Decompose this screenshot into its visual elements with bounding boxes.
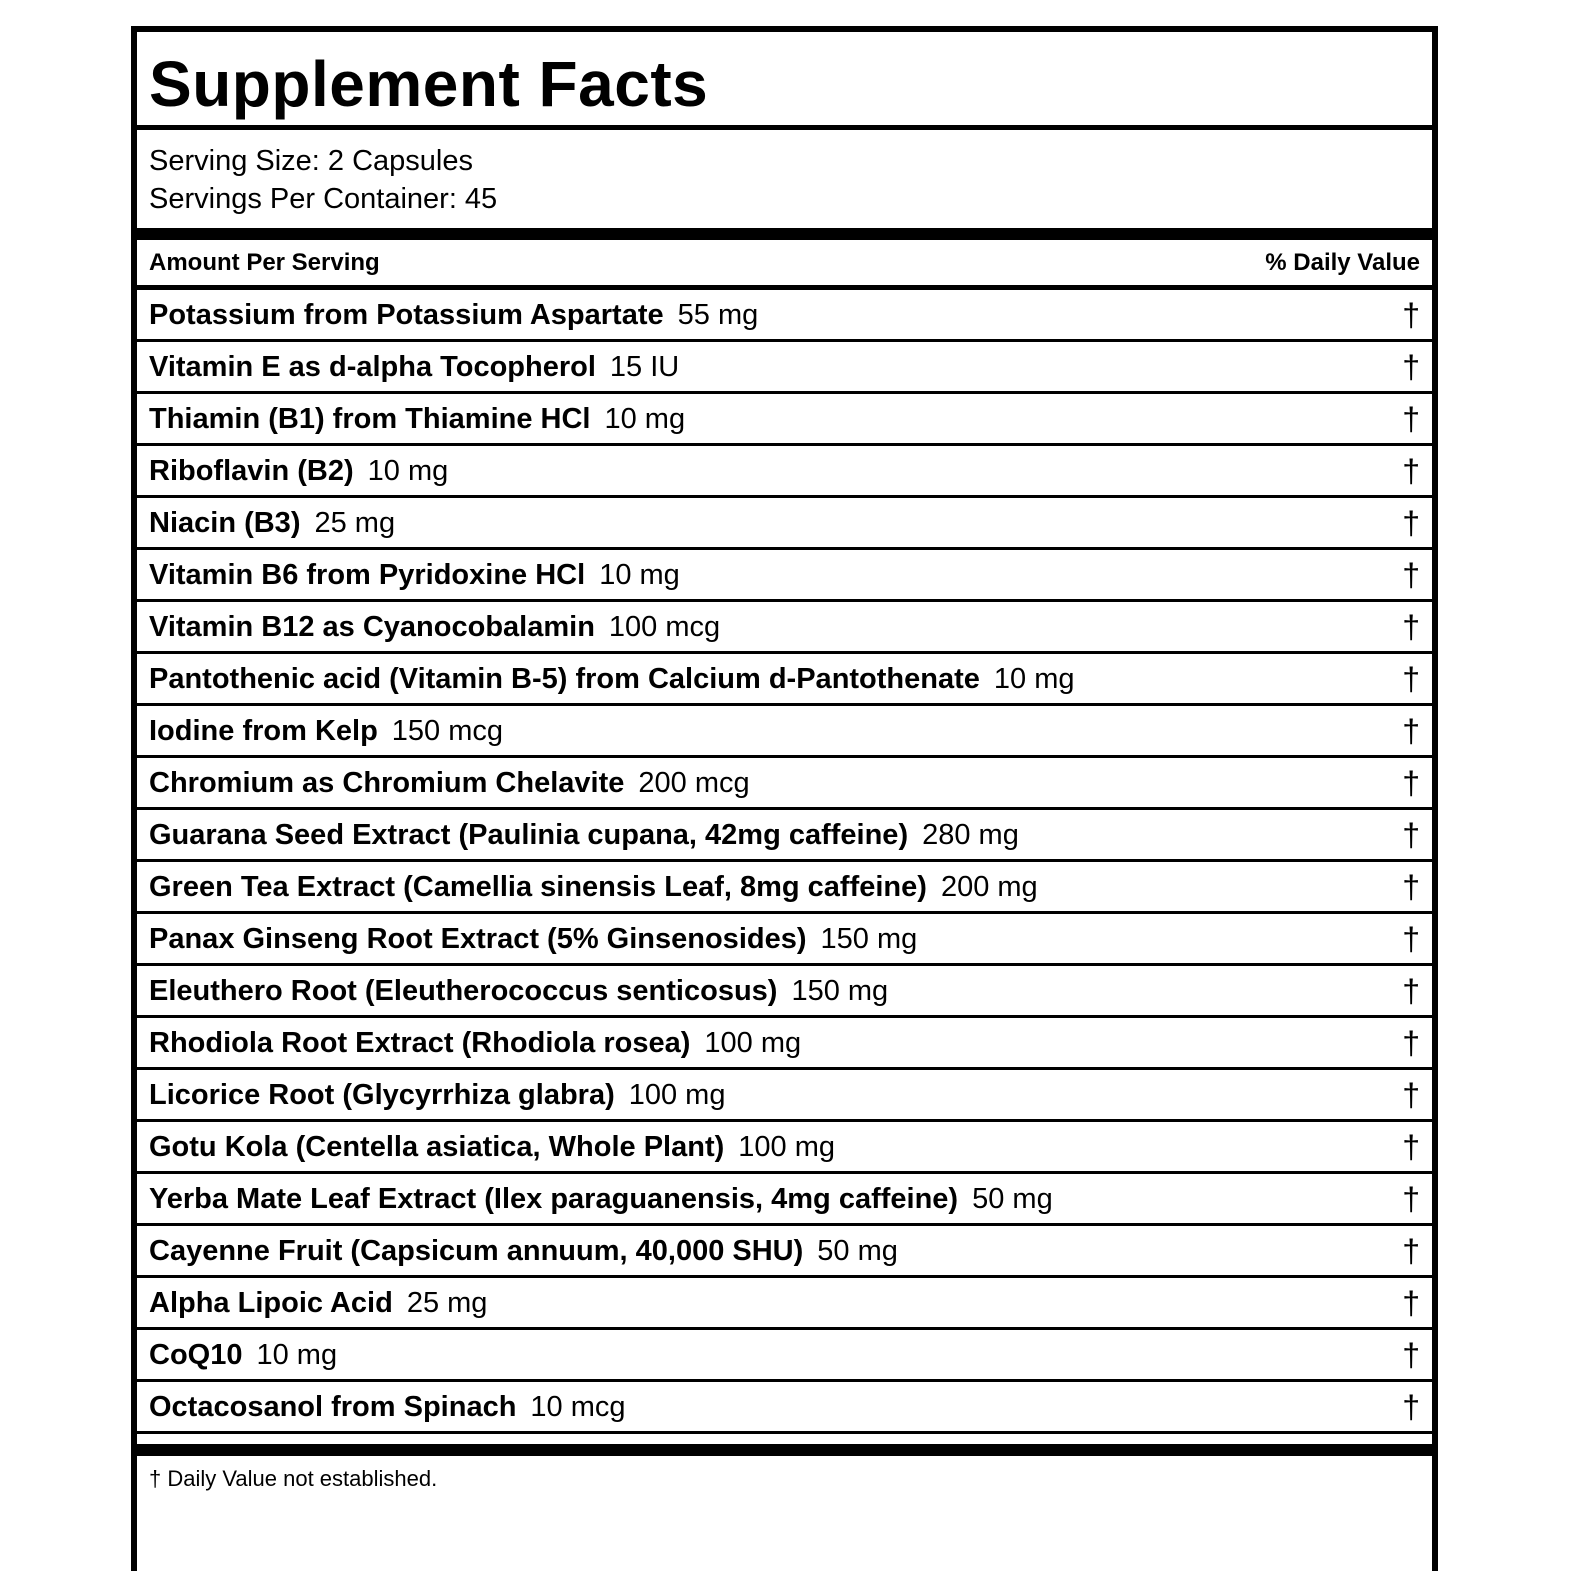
ingredient-amount: 100 mg [738, 1131, 835, 1163]
ingredient-label: Riboflavin (B2) [149, 455, 354, 487]
nutrient-row [137, 498, 1432, 550]
ingredient-amount: 50 mg [817, 1235, 898, 1267]
ingredient-label: Panax Ginseng Root Extract (5% Ginsenosides) [149, 923, 807, 955]
nutrient-row [137, 966, 1432, 1018]
nutrient-name [149, 558, 680, 592]
ingredient-amount: 150 mg [791, 975, 889, 1007]
daily-value-dagger: † [1402, 1025, 1420, 1061]
ingredient-amount: 100 mcg [608, 611, 721, 643]
nutrient-name [149, 766, 750, 800]
daily-value-dagger: † [1402, 1389, 1420, 1425]
nutrient-row [137, 290, 1432, 342]
daily-value-dagger: † [1402, 1285, 1420, 1321]
nutrient-name [149, 454, 448, 488]
daily-value-dagger: † [1402, 921, 1420, 957]
nutrient-name [149, 298, 758, 332]
ingredient-amount: 10 mg [367, 455, 449, 487]
daily-value-dagger: † [1402, 661, 1420, 697]
ingredient-label: Alpha Lipoic Acid [149, 1287, 393, 1319]
nutrient-name [149, 350, 679, 384]
ingredient-label: Green Tea Extract (Camellia sinensis Leaf, 8mg caffeine) [149, 871, 927, 903]
ingredient-label: Vitamin B12 as Cyanocobalamin [149, 611, 595, 643]
daily-value-dagger: † [1402, 817, 1420, 853]
ingredient-amount: 100 mg [704, 1027, 802, 1059]
ingredient-label: Vitamin E as d-alpha Tocopherol [149, 351, 596, 383]
amount-per-serving-label: Amount Per Serving [149, 249, 380, 276]
nutrient-row [137, 342, 1432, 394]
nutrient-name [149, 1234, 898, 1268]
ingredient-label: Vitamin B6 from Pyridoxine HCl [149, 559, 586, 591]
ingredient-label: Niacin (B3) [149, 507, 301, 539]
nutrient-name [149, 714, 503, 748]
ingredient-amount: 200 mg [940, 871, 1038, 903]
nutrient-row [137, 914, 1432, 966]
column-header [137, 240, 1432, 290]
ingredient-label: Octacosanol from Spinach [149, 1391, 517, 1423]
title-section [137, 32, 1432, 130]
ingredient-amount: 10 mcg [530, 1391, 626, 1423]
ingredient-amount: 100 mg [628, 1079, 726, 1111]
ingredient-amount: 25 mg [406, 1287, 488, 1319]
ingredient-label: Rhodiola Root Extract (Rhodiola rosea) [149, 1027, 691, 1059]
ingredient-amount: 10 mg [256, 1339, 338, 1371]
daily-value-dagger: † [1402, 609, 1420, 645]
nutrient-name [149, 1182, 1053, 1216]
ingredient-amount: 280 mg [922, 819, 1019, 851]
daily-value-dagger: † [1402, 1077, 1420, 1113]
ingredient-label: Thiamin (B1) from Thiamine HCl [149, 403, 591, 435]
daily-value-dagger: † [1402, 1233, 1420, 1269]
ingredient-amount: 25 mg [314, 507, 396, 539]
servings-per-container: Servings Per Container: 45 [149, 183, 498, 215]
daily-value-dagger: † [1402, 713, 1420, 749]
daily-value-dagger: † [1402, 1337, 1420, 1373]
nutrient-row [137, 810, 1432, 862]
nutrient-row [137, 1278, 1432, 1330]
daily-value-dagger: † [1402, 1181, 1420, 1217]
nutrient-row [137, 1226, 1432, 1278]
nutrient-row [137, 1174, 1432, 1226]
nutrient-row [137, 1018, 1432, 1070]
nutrient-name [149, 818, 1019, 852]
nutrient-row [137, 394, 1432, 446]
ingredient-label: Yerba Mate Leaf Extract (Ilex paraguanensis, 4mg caffeine) [149, 1183, 959, 1215]
ingredient-label: Gotu Kola (Centella asiatica, Whole Plant) [149, 1131, 725, 1163]
serving-size: Serving Size: 2 Capsules [149, 145, 473, 177]
nutrient-row [137, 1330, 1432, 1382]
ingredient-amount: 15 IU [609, 351, 680, 383]
supplement-facts-label [131, 26, 1438, 1571]
nutrient-row [137, 1122, 1432, 1174]
nutrient-name [149, 506, 395, 540]
nutrient-name [149, 1286, 487, 1320]
ingredient-amount: 10 mg [604, 403, 686, 435]
ingredient-label: Iodine from Kelp [149, 715, 378, 747]
daily-value-dagger: † [1402, 869, 1420, 905]
nutrient-name [149, 610, 720, 644]
ingredient-amount: 150 mcg [391, 715, 504, 747]
daily-value-dagger: † [1402, 453, 1420, 489]
ingredient-amount: 200 mcg [638, 767, 750, 799]
nutrient-row [137, 706, 1432, 758]
nutrient-name [149, 1130, 835, 1164]
nutrient-row [137, 446, 1432, 498]
nutrient-name [149, 870, 1038, 904]
nutrient-row [137, 550, 1432, 602]
ingredient-amount: 10 mg [993, 663, 1075, 695]
footnote: † Daily Value not established. [149, 1466, 438, 1491]
ingredient-amount: 55 mg [677, 299, 759, 331]
ingredient-label: Chromium as Chromium Chelavite [149, 767, 625, 799]
nutrient-row [137, 1070, 1432, 1122]
thick-divider [137, 228, 1432, 240]
nutrient-row [137, 862, 1432, 914]
ingredient-amount: 10 mg [599, 559, 680, 591]
daily-value-dagger: † [1402, 401, 1420, 437]
daily-value-dagger: † [1402, 1129, 1420, 1165]
daily-value-dagger: † [1402, 297, 1420, 333]
nutrient-row [137, 758, 1432, 810]
nutrient-row [137, 654, 1432, 706]
nutrient-name [149, 1026, 801, 1060]
nutrient-row [137, 1382, 1432, 1434]
nutrient-rows [137, 290, 1432, 1434]
nutrient-row [137, 602, 1432, 654]
nutrient-name [149, 402, 685, 436]
ingredient-label: Eleuthero Root (Eleutherococcus senticosus) [149, 975, 778, 1007]
nutrient-name [149, 974, 888, 1008]
ingredient-label: CoQ10 [149, 1339, 243, 1371]
ingredient-label: Guarana Seed Extract (Paulinia cupana, 42mg caffeine) [149, 819, 909, 851]
nutrient-name [149, 1390, 626, 1424]
ingredient-label: Potassium from Potassium Aspartate [149, 299, 664, 331]
nutrient-name [149, 662, 1075, 696]
nutrient-name [149, 922, 917, 956]
daily-value-dagger: † [1402, 557, 1420, 593]
nutrient-name [149, 1078, 725, 1112]
ingredient-label: Cayenne Fruit (Capsicum annuum, 40,000 SHU) [149, 1235, 804, 1267]
daily-value-dagger: † [1402, 505, 1420, 541]
ingredient-amount: 150 mg [820, 923, 918, 955]
daily-value-dagger: † [1402, 973, 1420, 1009]
daily-value-dagger: † [1402, 765, 1420, 801]
label-title: Supplement Facts [149, 48, 709, 120]
ingredient-label: Pantothenic acid (Vitamin B-5) from Calcium d-Pantothenate [149, 663, 980, 695]
nutrient-name [149, 1338, 337, 1372]
daily-value-dagger: † [1402, 349, 1420, 385]
ingredient-amount: 50 mg [972, 1183, 1053, 1215]
ingredient-label: Licorice Root (Glycyrrhiza glabra) [149, 1079, 615, 1111]
serving-info [137, 130, 1432, 228]
bottom-thick-divider [137, 1434, 1432, 1456]
daily-value-label: % Daily Value [1265, 249, 1420, 276]
